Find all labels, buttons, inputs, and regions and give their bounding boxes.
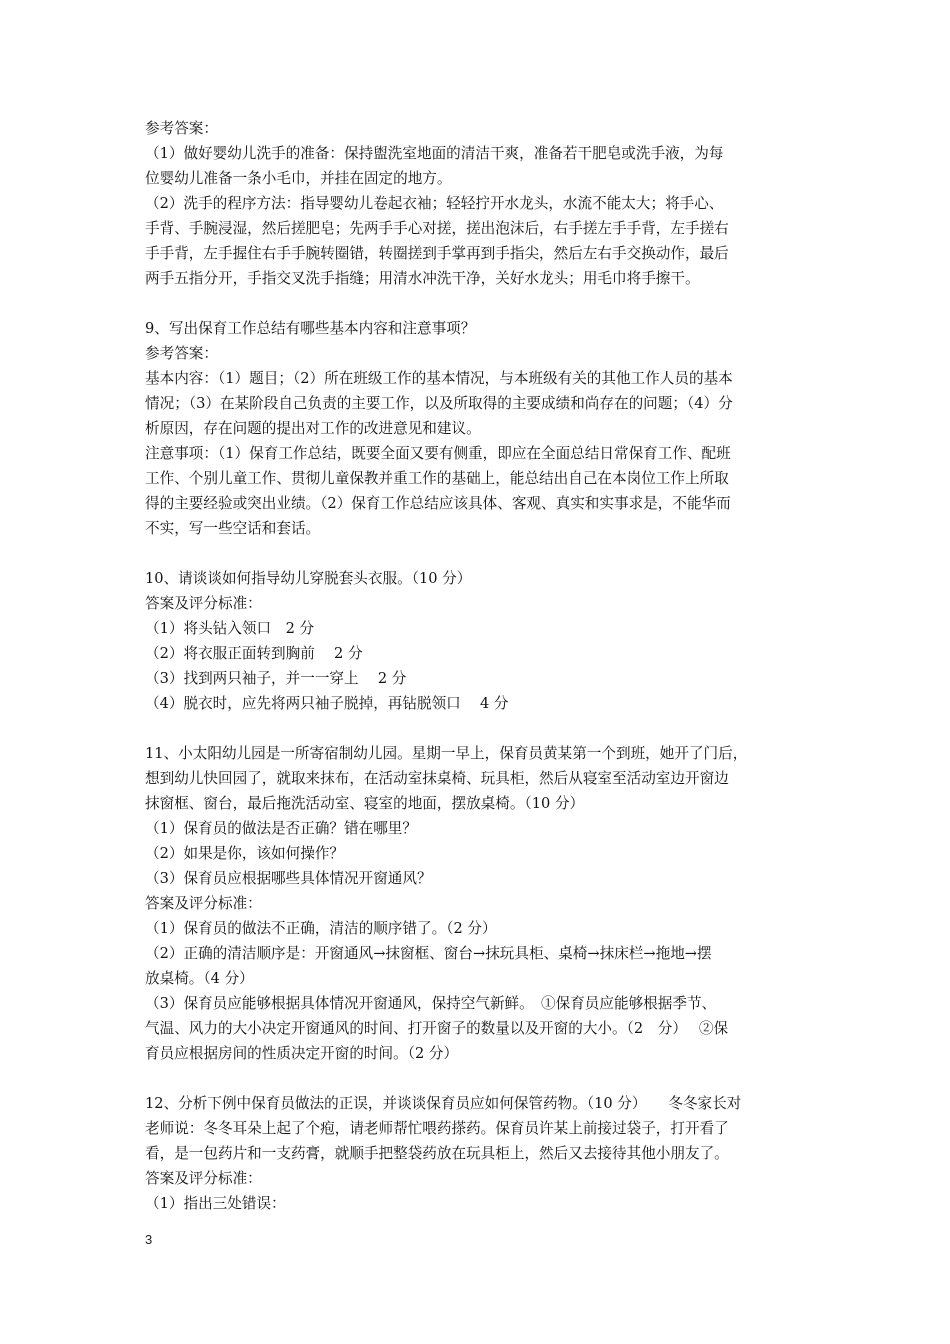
paragraph-gap [145, 541, 813, 566]
text-line: （3）保育员应根据哪些具体情况开窗通风？ [145, 870, 432, 887]
text-line: 不实，写一些空话和套话。 [145, 520, 321, 537]
page-number: 3 [145, 1232, 153, 1247]
text-line: 两手五指分开，手指交叉洗手指缝；用清水冲洗干净，关好水龙头；用毛巾将手擦干。 [145, 270, 700, 287]
text-line: 析原因，存在问题的提出对工作的改进意见和建议。 [145, 420, 481, 437]
text-line: 答案及评分标准： [145, 895, 262, 912]
text-line: 抹窗框、窗台，最后拖洗活动室、寝室的地面，摆放桌椅。（10 分） [145, 795, 585, 812]
text-line: （2）洗手的程序方法：指导婴幼儿卷起衣袖；轻轻拧开水龙头，水流不能太大；将手心、 [145, 195, 724, 212]
paragraph-gap [145, 1066, 813, 1091]
text-line: （4）脱衣时，应先将两只袖子脱掉，再钻脱领口 4 分 [145, 695, 509, 712]
text-line: 育员应根据房间的性质决定开窗的时间。（2 分） [145, 1045, 459, 1062]
text-line: 手背、手腕浸湿，然后搓肥皂；先两手手心对搓，搓出泡沫后，右手搓左手手背，左手搓右 [145, 220, 729, 237]
text-line: 12、分析下例中保育员做法的正误，并谈谈保育员应如何保管药物。（10 分） 冬冬家长对 [145, 1095, 742, 1112]
text-line: （3）找到两只袖子，并一一穿上 2 分 [145, 670, 407, 687]
text-line: （1）做好婴幼儿洗手的准备：保持盥洗室地面的清洁干爽，准备若干肥皂或洗手液，为每 [145, 145, 724, 162]
text-line: 情况；（3）在某阶段自己负责的主要工作，以及所取得的主要成绩和尚存在的问题；（4）分 [145, 395, 733, 412]
text-line: 答案及评分标准： [145, 595, 262, 612]
text-line: （1）将头钻入领口 2 分 [145, 620, 315, 637]
text-line: 老师说：冬冬耳朵上起了个疱，请老师帮忙喂药搽药。保育员许某上前接过袋子，打开看了 [145, 1120, 729, 1137]
paragraph-gap [145, 291, 813, 316]
text-line: （1）保育员的做法是否正确？错在哪里？ [145, 820, 417, 837]
text-line: 9、写出保育工作总结有哪些基本内容和注意事项？ [145, 320, 476, 337]
text-line: 得的主要经验或突出业绩。（2）保育工作总结应该具体、客观、真实和实事求是，不能华而 [145, 495, 731, 512]
text-line: 看，是一包药片和一支药膏，就顺手把整袋药放在玩具柜上，然后又去接待其他小朋友了。 [145, 1145, 729, 1162]
text-line: 想到幼儿快回园了，就取来抹布，在活动室抹桌椅、玩具柜，然后从寝室至活动室边开窗边 [145, 770, 729, 787]
text-line: （2）将衣服正面转到胸前 2 分 [145, 645, 363, 662]
text-line: （2）正确的清洁顺序是：开窗通风→抹窗框、窗台→抹玩具柜、桌椅→抹床栏→拖地→摆 [145, 945, 712, 962]
document-body [145, 116, 813, 1216]
text-line: 位婴幼儿准备一条小毛巾，并挂在固定的地方。 [145, 170, 452, 187]
text-line: 气温、风力的大小决定开窗通风的时间、打开窗子的数量以及开窗的大小。（2 分） ②保 [145, 1020, 729, 1037]
text-line: 参考答案： [145, 345, 218, 362]
text-line: 参考答案： [145, 120, 218, 137]
text-line: （1）指出三处错误： [145, 1195, 286, 1212]
text-line: 手手背，左手握住右手手腕转圈错，转圈搓到手掌再到手指尖，然后左右手交换动作，最后 [145, 245, 729, 262]
text-line: 11、小太阳幼儿园是一所寄宿制幼儿园。星期一早上，保育员黄某第一个到班，她开了门后， [145, 745, 748, 762]
text-line: 放桌椅。（4 分） [145, 970, 254, 987]
text-line: 10、请谈谈如何指导幼儿穿脱套头衣服。（10 分） [145, 570, 472, 587]
text-line: 答案及评分标准： [145, 1170, 262, 1187]
text-line: 注意事项：（1）保育工作总结，既要全面又要有侧重，即应在全面总结日常保育工作、配班 [145, 445, 731, 462]
paragraph-gap [145, 716, 813, 741]
text-line: 基本内容：（1）题目；（2）所在班级工作的基本情况，与本班级有关的其他工作人员的基本 [145, 370, 733, 387]
text-line: （3）保育员应能够根据具体情况开窗通风，保持空气新鲜。 ①保育员应能够根据季节、 [145, 995, 717, 1012]
text-line: 工作、个别儿童工作、贯彻儿童保教并重工作的基础上，能总结出自己在本岗位工作上所取 [145, 470, 729, 487]
text-line: （1）保育员的做法不正确，清洁的顺序错了。（2 分） [145, 920, 497, 937]
text-line: （2）如果是你，该如何操作？ [145, 845, 345, 862]
